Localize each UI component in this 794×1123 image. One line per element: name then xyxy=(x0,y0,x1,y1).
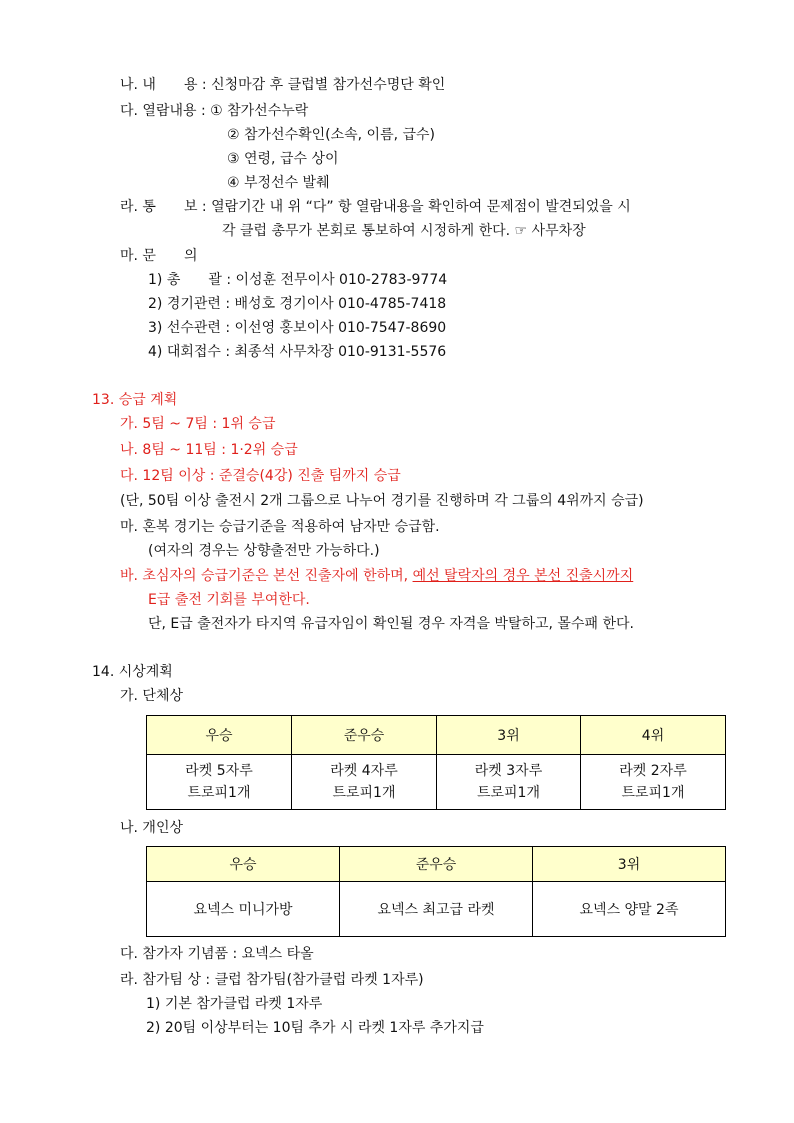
notice-line: 라. 통 보 : 열람기간 내 위 “다” 항 열람내용을 확인하여 문제점이 발견되었을 시 xyxy=(120,199,631,215)
inquiry-item-1: 1) 총 괄 : 이성훈 전무이사 010-2783-9774 xyxy=(148,272,448,288)
promotion-rule-ba-cont: E급 출전 기회를 부여한다. xyxy=(148,592,310,608)
individual-award-cell: 요넥스 미니가방 xyxy=(147,882,340,937)
prize-trophy: 트로피1개 xyxy=(187,785,251,801)
viewing-item-4: ④ 부정선수 발췌 xyxy=(227,175,330,191)
promotion-rule-ba xyxy=(120,566,633,586)
team-award-header: 3위 xyxy=(437,716,581,755)
team-award-header: 4위 xyxy=(581,716,726,755)
team-participation-item-1: 1) 기본 참가클럽 라켓 1자루 xyxy=(146,996,323,1012)
promotion-rule-ga: 가. 5팀 ~ 7팀 : 1위 승급 xyxy=(120,416,276,432)
inquiry-heading: 마. 문 의 xyxy=(120,248,198,264)
promotion-rule-ma-note: (여자의 경우는 상향출전만 가능하다.) xyxy=(148,543,380,559)
section-14-title: 14. 시상계획 xyxy=(92,664,173,680)
individual-award-table xyxy=(146,846,726,937)
viewing-item-3: ③ 연령, 급수 상이 xyxy=(227,151,339,167)
promotion-rule-ba-underlined: 예선 탈락자의 경우 본선 진출시까지 xyxy=(412,568,634,584)
team-award-header-row xyxy=(147,716,726,755)
promotion-rule-ba-part1: 바. 초심자의 승급기준은 본선 진출자에 한하며, xyxy=(120,568,413,584)
individual-award-heading: 나. 개인상 xyxy=(120,820,183,836)
individual-award-cell: 요넥스 양말 2족 xyxy=(533,882,726,937)
individual-award-cell: 요넥스 최고급 라켓 xyxy=(340,882,533,937)
content-line: 나. 내 용 : 신청마감 후 클럽별 참가선수명단 확인 xyxy=(120,77,446,93)
team-award-header: 우승 xyxy=(147,716,292,755)
viewing-item-2: ② 참가선수확인(소속, 이름, 급수) xyxy=(227,127,436,143)
section-13-title: 13. 승급 계획 xyxy=(92,392,178,408)
team-award-cell xyxy=(581,755,726,810)
souvenir-line: 다. 참가자 기념품 : 요넥스 타올 xyxy=(120,946,314,962)
promotion-rule-na: 나. 8팀 ~ 11팀 : 1·2위 승급 xyxy=(120,442,298,458)
notice-line-cont: 각 클럽 총무가 본회로 통보하여 시정하게 한다. ☞ 사무차장 xyxy=(222,223,586,239)
individual-award-header-row xyxy=(147,847,726,882)
inquiry-item-3: 3) 선수관련 : 이선영 홍보이사 010-7547-8690 xyxy=(148,320,447,336)
team-award-heading: 가. 단체상 xyxy=(120,688,183,704)
promotion-rule-ma: 마. 혼복 경기는 승급기준을 적용하여 남자만 승급함. xyxy=(120,519,440,535)
team-award-table xyxy=(146,715,726,810)
individual-award-prize-row xyxy=(147,882,726,937)
team-participation-item-2: 2) 20팀 이상부터는 10팀 추가 시 라켓 1자루 추가지급 xyxy=(146,1020,484,1036)
prize-racket: 라켓 2자루 xyxy=(619,763,687,779)
prize-trophy: 트로피1개 xyxy=(332,785,396,801)
inquiry-item-2: 2) 경기관련 : 배성호 경기이사 010-4785-7418 xyxy=(148,296,447,312)
team-award-prize-row xyxy=(147,755,726,810)
prize-racket: 라켓 5자루 xyxy=(185,763,253,779)
team-award-cell xyxy=(292,755,437,810)
prize-racket: 라켓 4자루 xyxy=(330,763,398,779)
prize-trophy: 트로피1개 xyxy=(621,785,685,801)
promotion-rule-ba-note: 단, E급 출전자가 타지역 유급자임이 확인될 경우 자격을 박탈하고, 몰수패 한다. xyxy=(148,616,634,632)
prize-racket: 라켓 3자루 xyxy=(474,763,543,779)
team-award-header: 준우승 xyxy=(292,716,437,755)
individual-award-header: 우승 xyxy=(147,847,340,882)
promotion-rule-da: 다. 12팀 이상 : 준결승(4강) 진출 팀까지 승급 xyxy=(120,468,401,484)
team-award-cell xyxy=(147,755,292,810)
individual-award-header: 3위 xyxy=(533,847,726,882)
promotion-note: (단, 50팀 이상 출전시 2개 그룹으로 나누어 경기를 진행하며 각 그룹의 4위까지 승급) xyxy=(120,493,644,509)
team-award-cell xyxy=(437,755,581,810)
team-participation-award: 라. 참가팀 상 : 클럽 참가팀(참가클럽 라켓 1자루) xyxy=(120,972,424,988)
individual-award-header: 준우승 xyxy=(340,847,533,882)
inquiry-item-4: 4) 대회접수 : 최종석 사무차장 010-9131-5576 xyxy=(148,344,447,360)
prize-trophy: 트로피1개 xyxy=(476,785,540,801)
viewing-content-line: 다. 열람내용 : ① 참가선수누락 xyxy=(120,103,309,119)
